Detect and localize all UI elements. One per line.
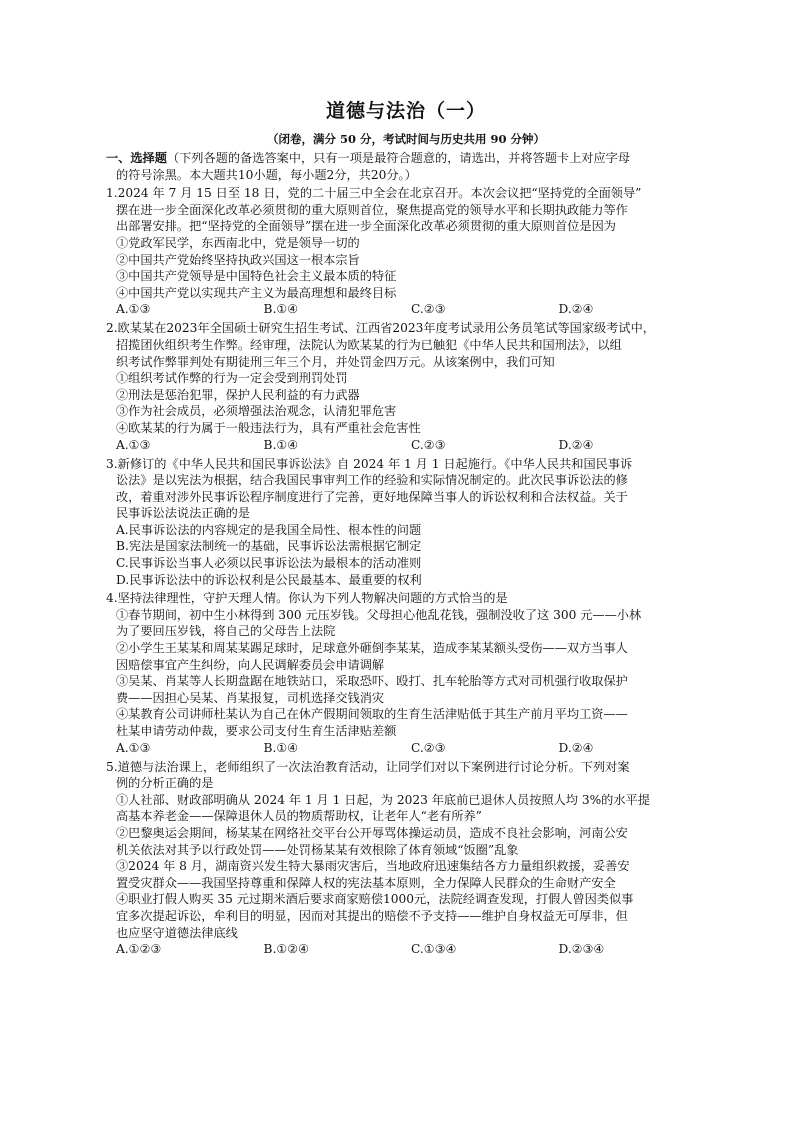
question-stem: 1.2024 年 7 月 15 日至 18 日，党的二十届三中全会在北京召开。本次会议把“坚持党的全面领导”: [106, 186, 642, 201]
option-a: A.①②③: [116, 942, 162, 957]
option-b: B.①④: [263, 740, 299, 755]
statement-item: ③作为社会成员，必须增强法治观念，认清犯罪危害: [116, 404, 397, 419]
option-d: D.②④: [558, 437, 594, 452]
question-stem: 织考试作弊罪判处有期徒刑三年三个月，并处罚金四万元。从该案例中，我们可知: [116, 354, 555, 369]
option-c: C.②③: [411, 302, 446, 317]
answer-options: [106, 941, 706, 958]
statement-item: ③2024 年 8 月，湖南资兴发生特大暴雨灾害后，当地政府迅速集结各方力量组织救援，妥善安: [116, 859, 630, 874]
option-d: D.②③④: [558, 942, 605, 957]
option-b: B.宪法是国家法制统一的基础，民事诉讼法需根据它制定: [116, 539, 422, 554]
page-subtitle: （闭卷，满分 50 分，考试时间与历史共用 90 分钟）: [266, 132, 546, 146]
option-c: C.①③④: [411, 942, 457, 957]
question-stem: 5.道德与法治课上，老师组织了一次法治教育活动，让同学们对以下案例进行讨论分析。下列对案: [106, 759, 630, 774]
statement-item: 也应坚守道德法律底线: [116, 925, 238, 940]
statement-item: ③吴某、肖某等人长期盘踞在地铁站口，采取恐吓、殴打、扎车轮胎等方式对司机强行收取保护: [116, 674, 628, 689]
option-a: A.①③: [116, 437, 151, 452]
question-4: [106, 590, 706, 756]
question-stem: 改，着重对涉外民事诉讼程序制度进行了完善，更好地保障当事人的诉讼权利和合法权益。关于: [116, 489, 628, 504]
statement-item: ④职业打假人购买 35 元过期米酒后要求商家赔偿1000元，法院经调查发现，打假人曾因类似事: [116, 892, 634, 907]
statement-item: ④中国共产党以实现共产主义为最高理想和最终目标: [116, 285, 397, 300]
question-5: [106, 759, 706, 959]
question-stem: 4.坚持法律理性，守护天理人情。你认为下列人物解决问题的方式恰当的是: [106, 591, 508, 606]
statement-item: 机关依法对其予以行政处罚——处罚杨某某有效根除了体育领域“饭圈”乱象: [116, 842, 519, 857]
question-stem: 招揽团伙组织考生作弊。经审理，法院认为欧某某的行为已触犯《中华人民共和国刑法》，以组: [116, 337, 622, 352]
statement-item: ④欧某某的行为属于一般违法行为，具有严重社会危害性: [116, 420, 421, 435]
statement-item: ②刑法是惩治犯罪，保护人民利益的有力武器: [116, 387, 360, 402]
statement-item: 高基本养老金——保障退休人员的物质帮助权，让老年人“老有所养”: [116, 809, 482, 824]
answer-options: [106, 740, 706, 757]
section-header: [106, 150, 706, 183]
option-b: B.①②④: [263, 942, 310, 957]
statement-item: ④某教育公司讲师杜某认为自己在休产假期间领取的生育生活津贴低于其生产前月平均工资——: [116, 707, 628, 722]
statement-item: 因赔偿事宜产生纠纷，向人民调解委员会申请调解: [116, 657, 385, 672]
statement-item: 置受灾群众——我国坚持尊重和保障人权的宪法基本原则，全力保障人民群众的生命财产安全: [116, 875, 616, 890]
option-c: C.②③: [411, 437, 446, 452]
statement-item: ①春节期间，初中生小林得到 300 元压岁钱。父母担心他乱花钱，强制没收了这 300 元——小林: [116, 607, 642, 622]
statement-item: ①人社部、财政部明确从 2024 年 1 月 1 日起，为 2023 年底前已退休人员按照人均 3%的水平提: [116, 792, 650, 807]
statement-item: ③中国共产党领导是中国特色社会主义最本质的特征: [116, 269, 397, 284]
statement-item: ①党政军民学，东西南北中，党是领导一切的: [116, 235, 360, 250]
section-instruction: （下列各题的备选答案中，只有一项是最符合题意的，请选出，并将答题卡上对应字母: [166, 151, 631, 165]
option-d: D.民事诉讼法中的诉讼权利是公民最基本、最重要的权利: [116, 572, 422, 587]
statement-item: ②中国共产党始终坚持执政兴国这一根本宗旨: [116, 252, 360, 267]
question-2: [106, 320, 706, 453]
answer-options: [106, 301, 706, 318]
statement-item: 杜某申请劳动仲裁，要求公司支付生育生活津贴差额: [116, 724, 397, 738]
option-a: A.①③: [116, 302, 151, 317]
statement-item: 费——因担心吴某、肖某报复，司机选择交钱消灾: [116, 690, 385, 705]
option-a: A.民事诉讼法的内容规定的是我国全局性、根本性的问题: [116, 522, 422, 537]
option-b: B.①④: [263, 302, 299, 317]
option-a: A.①③: [116, 740, 151, 755]
option-c: C.民事诉讼当事人必须以民事诉讼法为最根本的活动准则: [116, 556, 422, 571]
answer-options: [106, 437, 706, 454]
option-d: D.②④: [558, 302, 594, 317]
question-stem: 2.欧某某在2023年全国硕士研究生招生考试、江西省2023年度考试录用公务员笔试等国家级考试中，: [106, 321, 655, 336]
question-stem: 出部署安排。把“坚持党的全面领导”摆在进一步全面深化改革必须贯彻的重大原则首位是因为: [116, 219, 616, 234]
statement-item: 宜多次提起诉讼，牟利目的明显，因而对其提出的赔偿不予支持——维护自身权益无可厚非，但: [116, 908, 628, 923]
statement-item: ②小学生王某某和周某某踢足球时，足球意外砸倒李某某，造成李某某额头受伤——双方当事人: [116, 641, 628, 656]
question-3: [106, 456, 706, 589]
question-stem: 例的分析正确的是: [116, 776, 214, 791]
question-stem: 讼法》是以宪法为根据，结合我国民事审判工作的经验和实际情况制定的。此次民事诉讼法的修: [116, 473, 628, 488]
question-1: [106, 185, 706, 318]
option-b: B.①④: [263, 437, 299, 452]
section-instruction: 的符号涂黑。本大题共10小题，每小题2分，共20分。）: [116, 167, 417, 182]
question-stem: 民事诉讼法说法正确的是: [116, 506, 251, 521]
question-stem: 3.新修订的《中华人民共和国民事诉讼法》自 2024 年 1 月 1 日起施行。《中华人民共和国民事诉: [106, 456, 633, 471]
statement-item: ②巴黎奥运会期间，杨某某在网络社交平台公开辱骂体操运动员，造成不良社会影响，河南公安: [116, 825, 628, 840]
question-stem: 摆在进一步全面深化改革必须贯彻的重大原则首位，聚焦提高党的领导水平和长期执政能力等作: [116, 202, 628, 217]
statement-item: ①组织考试作弊的行为一定会受到刑罚处罚: [116, 371, 348, 386]
exam-page: [106, 98, 706, 958]
option-d: D.②④: [558, 740, 594, 755]
statement-item: 为了要回压岁钱，将自己的父母告上法院: [116, 624, 336, 639]
page-title: 道德与法治（一）: [325, 100, 486, 122]
section-title: 一、选择题: [106, 151, 167, 165]
option-c: C.②③: [411, 740, 446, 755]
